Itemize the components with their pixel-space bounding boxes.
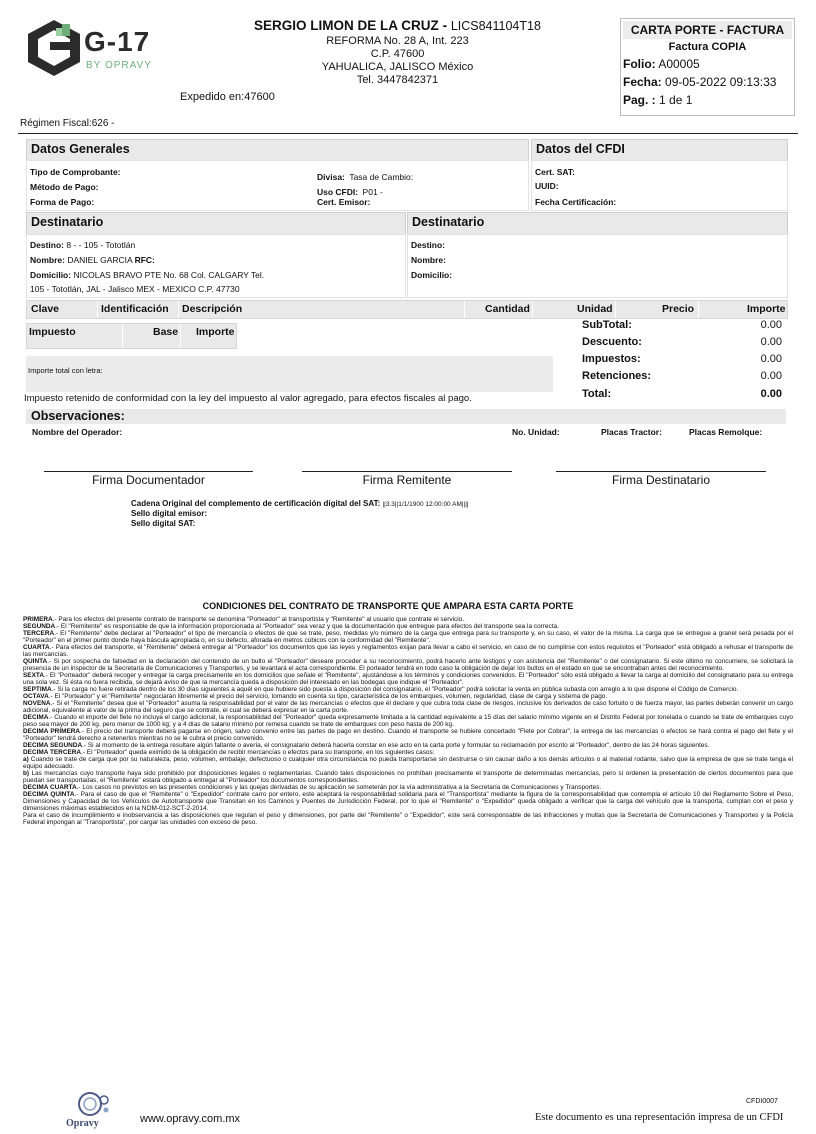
expedido-en: Expedido en:47600: [180, 91, 275, 103]
condition-paragraph: DECIMA SEGUNDA.- Si al momento de la entrega resultare algún faltante o avería, el consignatario deberá hacerla constar en ese acto en la carta porte y formular su reclamación por escrito al "Porteador", dentro de las 24 horas siguientes.: [23, 742, 710, 749]
destinatario-2-body: [407, 234, 788, 298]
dest1-nombre-value: DANIEL GARCIA: [67, 255, 133, 265]
issuer-address-2: C.P. 47600: [370, 48, 425, 60]
retenciones-value: 0.00: [760, 370, 782, 382]
page-value: 1 de 1: [659, 93, 693, 107]
col-precio: Precio: [662, 303, 695, 315]
divisa-label: Divisa:: [317, 172, 345, 182]
metodo-pago-label: Método de Pago:: [30, 182, 99, 192]
logo-sub-text: BY OPRAVY: [86, 60, 152, 71]
issuer-address-3: YAHUALICA, JALISCO México: [321, 61, 474, 73]
issuer-name: SERGIO LIMON DE LA CRUZ: [254, 18, 439, 33]
dest1-rfc-label: RFC:: [134, 255, 155, 265]
dest1-domicilio-line1: NICOLAS BRAVO PTE No. 68 Col. CALGARY Tel.: [73, 270, 265, 280]
condition-paragraph: DECIMA PRIMERA.- El precio del transporte deberá pagarse en origen, salvo convenio entre las partes de pago en destino. Cuando el transporte se hubiere concertado "Flete por Cobrar", la entrega de las mercancías o efectos se hará contra el pago del flete y el "Porteador" tendrá derecho a retenerlos mientras no se le cubra el precio convenido.: [23, 728, 793, 742]
document-info-box: [620, 18, 795, 116]
tasa-cambio-label: Tasa de Cambio:: [349, 172, 414, 182]
tax-col-impuesto: Impuesto: [29, 326, 76, 338]
dest1-destino-label: Destino:: [30, 240, 64, 250]
descuento-value: 0.00: [760, 336, 782, 348]
condition-paragraph: a) Cuando se trate de carga que por su naturaleza, peso, volumen, embalaje, defectuoso o cualquier otra circunstancia no pueda transportarse sin destruirse o sin causar daño a los demás artículos o al material rodante, salvo que la empresa de que se trate tenga el equipo adecuado.: [23, 756, 793, 770]
firma-documentador-line: [44, 471, 253, 472]
regimen-fiscal: Régimen Fiscal:626 -: [20, 118, 115, 129]
importe-letra-box: [26, 356, 553, 392]
condition-paragraph: DECIMA CUARTA.- Los casos no previstos en las presentes condiciones y las quejas derivadas de su aplicación se someterán por la vía administrativa a la Secretaría de Comunicaciones y Transportes.: [23, 784, 602, 791]
impuesto-retenido-note: Impuesto retenido de conformidad con la ley del impuesto al valor agregado, para efectos fiscales al pago.: [24, 393, 472, 404]
col-clave: Clave: [31, 303, 60, 315]
forma-pago-label: Forma de Pago:: [30, 197, 95, 207]
destinatario-2-header: [407, 212, 788, 235]
issuer-address-1: REFORMA No. 28 A, Int. 223: [326, 35, 469, 47]
condition-paragraph: SEPTIMA.- Si la carga no fuere retirada dentro de los 30 días siguientes a aquél en que hubiere sido puesta a disposición del consignatario, el "Porteador" podrá solicitar la venta en pública subasta con arreglo a lo que dispone el Código de Comercio.: [23, 686, 739, 693]
dest1-nombre-label: Nombre:: [30, 255, 65, 265]
document-type-title: CARTA PORTE - FACTURA: [623, 21, 792, 39]
fecha-label: Fecha:: [623, 75, 662, 89]
tax-col-importe: Importe: [196, 326, 235, 338]
nombre-operador-label: Nombre del Operador:: [32, 427, 123, 437]
descuento-label: Descuento:: [582, 336, 642, 348]
firma-remitente: Firma Remitente: [362, 473, 452, 487]
page-label: Pag. :: [623, 93, 656, 107]
dest1-destino-value: 8 - - 105 - Tototlán: [66, 240, 136, 250]
firma-remitente-line: [302, 471, 512, 472]
uuid-label: UUID:: [535, 181, 559, 191]
conditions-body: [23, 616, 793, 826]
sello-emisor-label: Sello digital emisor:: [131, 509, 208, 518]
fecha-value: 09-05-2022 09:13:33: [665, 75, 777, 89]
firma-destinatario: Firma Destinatario: [611, 473, 711, 487]
observaciones-header: [26, 409, 786, 424]
company-logo: [24, 18, 174, 76]
uso-cfdi-value: P01 -: [362, 187, 383, 197]
firma-destinatario-line: [556, 471, 766, 472]
cadena-original: [131, 499, 469, 508]
condition-paragraph: b) Las mercancías cuyo transporte haya sido prohibido por disposiciones legales o reglamentarias. Cuando tales disposiciones no prohíban precisamente el transporte de determinadas mercancías, pero sí ordenen la presentación de ciertos documentos para que puedan ser transportadas, el "Remitente" estará obligado a entregar al "Porteador" los documentos correspondientes.: [23, 770, 793, 784]
issuer-block: SERGIO LIMON DE LA CRUZ - LICS841104T18 REFORMA No. 28 A, Int. 223 C.P. 47600 YAHUALICA, JALISCO México Tel. 3447842371: [215, 18, 580, 86]
totals-block: [578, 318, 786, 403]
subtotal-label: SubTotal:: [582, 319, 632, 331]
folio-label: Folio:: [623, 57, 656, 71]
opravy-globe-icon: [70, 1090, 114, 1118]
dest2-nombre-label: Nombre:: [411, 255, 446, 265]
sello-sat-label: Sello digital SAT:: [131, 519, 196, 528]
subtotal-value: 0.00: [760, 319, 782, 331]
issuer-rfc: LICS841104T18: [450, 19, 541, 33]
observaciones-title: Observaciones:: [31, 409, 125, 423]
total-label: Total:: [582, 388, 612, 400]
document-copy: Factura COPIA: [668, 41, 747, 53]
destinatario-1-body: [26, 234, 406, 298]
folio-value: A00005: [658, 57, 700, 71]
dest2-destino-label: Destino:: [411, 240, 445, 250]
condition-paragraph: TERCERA.- El "Remitente" debe declarar al "Porteador" el tipo de mercancía o efectos de que se trate, peso, medidas y/o número de la carga que entrega para su transporte y, en su caso, el valor de la misma. La carga que se entregue a granel será pesada por el "Porteador" en el primer punto donde haya báscula apropiada o, en su defecto, aforada en metros cúbicos con la conformidad del "Remitente".: [23, 630, 793, 644]
placas-remolque-label: Placas Remolque:: [689, 427, 763, 437]
footer-legend: Este documento es una representación impresa de un CFDI: [535, 1112, 784, 1123]
destinatario-2-title: Destinatario: [412, 215, 485, 229]
placas-tractor-label: Placas Tractor:: [601, 427, 662, 437]
datos-generales-header: [26, 139, 529, 161]
footer-code: CFDI0007: [746, 1098, 778, 1105]
cert-emisor-label: Cert. Emisor:: [317, 197, 371, 207]
cadena-original-value: ||3.3||1/1/1900 12:00:00 AM||||: [382, 501, 469, 508]
datos-generales-body: [26, 160, 529, 211]
dest1-domicilio-line2: 105 - Tototlán, JAL - Jalisco MEX - MEXICO C.P. 47730: [30, 284, 240, 294]
col-identificacion: Identificación: [101, 303, 169, 315]
impuestos-label: Impuestos:: [582, 353, 641, 365]
retenciones-label: Retenciones:: [582, 370, 652, 382]
footer-brand: Opravy: [66, 1118, 99, 1129]
condition-paragraph: SEGUNDA.- El "Remitente" es responsable de que la información proporcionada al "Porteador" sea veraz y que la documentación que entregue para efectos del transporte sea la correcta.: [23, 623, 559, 630]
importe-letra-label: Importe total con letra:: [28, 366, 103, 375]
impuestos-value: 0.00: [760, 353, 782, 365]
tax-col-base: Base: [153, 326, 179, 338]
footer-website[interactable]: www.opravy.com.mx: [140, 1113, 241, 1125]
destinatario-1-title: Destinatario: [31, 215, 104, 229]
condition-paragraph: NOVENA.- Si el "Remitente" desea que el "Porteador" asuma la responsabilidad por el valor de las mercancías o efectos que él declare y que cubra toda clase de riesgos, inclusive los derivados de caso fortuito o de fuerza mayor, las partes deberán convenir un cargo adicional, equivalente al valor de la prima del seguro que se contrate, el cual se deberá expresar en la carta porte.: [23, 700, 793, 714]
dest2-domicilio-label: Domicilio:: [411, 270, 453, 280]
cert-sat-label: Cert. SAT:: [535, 167, 575, 177]
firma-documentador: Firma Documentador: [92, 473, 205, 487]
uso-cfdi-label: Uso CFDI:: [317, 187, 359, 197]
datos-cfdi-body: [531, 160, 788, 211]
issuer-phone: Tel. 3447842371: [356, 74, 439, 86]
logo-hexagon-icon: [24, 18, 84, 76]
header-divider: [18, 133, 798, 134]
condition-paragraph: PRIMERA.- Para los efectos del presente contrato de transporte se denomina "Porteador" al transportista y "Remitente" al usuario que contrate el servicio.: [23, 616, 465, 623]
cadena-original-label: Cadena Original del complemento de certificación digital del SAT:: [131, 499, 381, 508]
total-value: 0.00: [760, 388, 782, 400]
condition-paragraph: SEXTA.- El "Porteador" deberá recoger y entregar la carga precisamente en los domicilios que señale el "Remitente", ajustándose a los términos y condiciones convenidos. El "Porteador" sólo está obligado a llevar la carga al domicilio del consignatario para su entrega una sola vez. Si ésta no fuera recibida, se dejará aviso de que la mercancía queda a disposición del interesado en las bodegas que indique el "Porteador".: [23, 672, 793, 686]
condition-paragraph: OCTAVA.- El "Porteador" y el "Remitente" negociarán libremente el precio del servicio, tomando en cuenta su tipo, característica de los embarques, volumen, regularidad, clase de carga y sistema de pago.: [23, 693, 608, 700]
destinatario-1-header: [26, 212, 406, 235]
no-unidad-label: No. Unidad:: [512, 427, 560, 437]
logo-brand-text: G-17: [84, 26, 151, 57]
col-cantidad: Cantidad: [485, 303, 530, 315]
condition-paragraph: DECIMA TERCERA.- El "Porteador" queda eximido de la obligación de recibir mercancías o efectos para su transporte, en los siguientes casos:: [23, 749, 435, 756]
tipo-comprobante-label: Tipo de Comprobante:: [30, 167, 121, 177]
condition-paragraph: DECIMA QUINTA.- Para el caso de que el "Remitente" o "Expedidor" contrate carro por entero, este aceptará la responsabilidad solidaria para el "Transportista" mediante la figura de la corresponsabilidad que contempla el artículo 10 del Reglamento Sobre el Peso, Dimensiones y Capacidad de los Vehículos de Autotransporte que Transitan en los Caminos y Puentes de Jurisdicción Federal, por lo que el "Remitente" o "Expedidor" queda obligado a verificar que la carga del vehículo que la transporta, cumplan con el peso y dimensiones máximas establecidos en la NOM-012-SCT-2-2014.: [23, 791, 793, 812]
col-importe: Importe: [747, 303, 786, 315]
col-descripcion: Descripción: [182, 303, 243, 315]
items-table-header: [26, 300, 788, 319]
col-unidad: Unidad: [577, 303, 613, 315]
condition-paragraph: Para el caso de incumplimiento e inobservancia a las disposiciones que regulan el peso y dimensiones, por parte del "Remitente" o "Expedidor", este será corresponsable de las infracciones y multas que la Secretaría de Comunicaciones y Transportes y la Policía Federal impongan al "Transportista", por cargar las unidades con exceso de peso.: [23, 812, 793, 826]
fecha-certificacion-label: Fecha Certificación:: [535, 197, 617, 207]
condition-paragraph: QUINTA.- Si por sospecha de falsedad en la declaración del contenido de un bulto el "Porteador" deseare proceder a su reconocimiento, podrá hacerlo ante testigos y con asistencia del "Remitente" o del consignatario. Si este último no concurriere, se solicitará la presencia de un inspector de la Secretaría de Comunicaciones y Transportes, y se levantará el acta correspondiente. El porteador tendrá en todo caso la obligación de dejar los bultos en el estado en que se encontraban antes del reconocimiento.: [23, 658, 793, 672]
condition-paragraph: DECIMA.- Cuando el importe del flete no incluya el cargo adicional, la responsabilidad del "Porteador" queda expresamente limitada a la cantidad equivalente a 15 días del salario mínimo vigente en el Distrito Federal por tonelada o cuando se trate de embarques cuyo peso sea mayor de 200 kg. pero menor de 1000 kg; y a 4 días de salario mínimo por remesa cuando se trate de embarques con peso hasta de 200 kg.: [23, 714, 793, 728]
footer-logo: [64, 1090, 114, 1130]
datos-cfdi-title: Datos del CFDI: [536, 142, 625, 156]
dest1-domicilio-label: Domicilio:: [30, 270, 72, 280]
tax-table-header: [26, 323, 237, 349]
datos-cfdi-header: [531, 139, 788, 161]
datos-generales-title: Datos Generales: [31, 142, 130, 156]
condition-paragraph: CUARTA.- Para efectos del transporte, el "Remitente" deberá entregar al "Porteador" los documentos que las leyes y reglamentos exijan para llevar a cabo el servicio, en caso de no cumplirse con estos requisitos el "Porteador" está obligado a rehusar el transporte de las mercancías.: [23, 644, 793, 658]
conditions-title: CONDICIONES DEL CONTRATO DE TRANSPORTE QUE AMPARA ESTA CARTA PORTE: [202, 601, 574, 611]
